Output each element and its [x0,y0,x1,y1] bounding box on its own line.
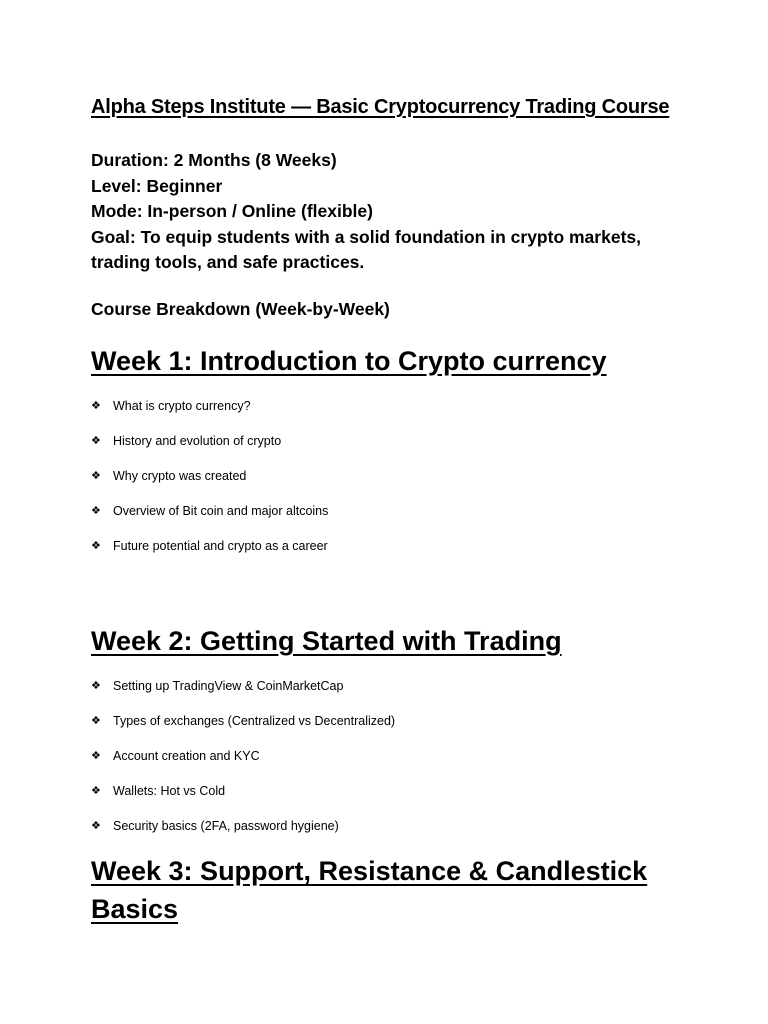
list-item [91,818,395,853]
diamond-bullet-icon: ❖ [91,714,101,727]
list-item-text: Why crypto was created [113,469,247,483]
diamond-bullet-icon: ❖ [91,819,101,832]
document-title: Alpha Steps Institute — Basic Cryptocurrency Trading Course [91,96,670,118]
mode-text: Mode: In-person / Online (flexible) [91,201,373,221]
list-item [91,538,328,573]
duration-text: Duration: 2 Months (8 Weeks) [91,150,337,170]
diamond-bullet-icon: ❖ [91,539,101,552]
list-item-text: Wallets: Hot vs Cold [113,784,226,798]
list-item [91,398,328,433]
list-item-text: Account creation and KYC [113,749,260,763]
list-item-text: What is crypto currency? [113,399,251,413]
level-text: Level: Beginner [91,175,223,196]
diamond-bullet-icon: ❖ [91,434,101,447]
diamond-bullet-icon: ❖ [91,469,101,482]
diamond-bullet-icon: ❖ [91,784,101,797]
list-item [91,713,395,748]
list-item [91,748,395,783]
list-item [91,783,395,818]
breakdown-heading: Course Breakdown (Week-by-Week) [91,299,390,319]
list-item-text: Future potential and crypto as a career [113,539,328,553]
list-item-text: Overview of Bit coin and major altcoins [113,504,329,518]
week-2-heading: Week 2: Getting Started with Trading [91,626,562,656]
list-item-text: Types of exchanges (Centralized vs Decentralized) [113,714,396,728]
list-item [91,678,395,713]
list-item-text: History and evolution of crypto [113,434,282,448]
week-1-list [91,398,328,573]
diamond-bullet-icon: ❖ [91,749,101,762]
diamond-bullet-icon: ❖ [91,504,101,517]
week-3-heading: Week 3: Support, Resistance & Candlestick Basics [91,856,648,924]
list-item-text: Security basics (2FA, password hygiene) [113,819,339,833]
list-item [91,468,328,503]
week-2-list [91,678,395,853]
course-meta [91,148,691,276]
list-item-text: Setting up TradingView & CoinMarketCap [113,679,344,693]
diamond-bullet-icon: ❖ [91,399,101,412]
goal-text: Goal: To equip students with a solid foundation in crypto markets, trading tools, and safe practices. [91,226,641,272]
list-item [91,433,328,468]
diamond-bullet-icon: ❖ [91,679,101,692]
week-1-heading: Week 1: Introduction to Crypto currency [91,346,607,376]
list-item [91,503,328,538]
